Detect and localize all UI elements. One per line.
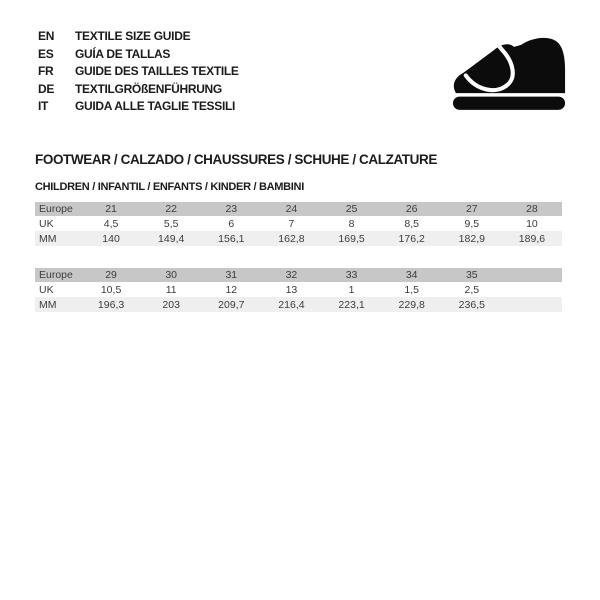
- row-label: Europe: [35, 202, 81, 217]
- size-cell-empty: [502, 283, 562, 298]
- section-title-footwear: FOOTWEAR / CALZADO / CHAUSSURES / SCHUHE / CALZATURE: [35, 152, 437, 167]
- size-cell: 4,5: [81, 217, 141, 232]
- size-cell: 13: [261, 283, 321, 298]
- size-cell: 10: [502, 217, 562, 232]
- size-cell: 11: [141, 283, 201, 298]
- size-cell: 176,2: [382, 231, 442, 246]
- size-cell: 26: [382, 202, 442, 217]
- language-code: DE: [38, 81, 55, 96]
- row-label: MM: [35, 297, 81, 312]
- size-cell: 21: [81, 202, 141, 217]
- size-cell: 1: [322, 283, 382, 298]
- language-list: [38, 28, 239, 116]
- subsection-title-children: CHILDREN / INFANTIL / ENFANTS / KINDER / BAMBINI: [35, 181, 304, 193]
- size-cell: 33: [322, 268, 382, 283]
- size-cell: 162,8: [261, 231, 321, 246]
- language-code: EN: [38, 29, 55, 43]
- size-cell: 27: [442, 202, 502, 217]
- size-cell: 25: [322, 202, 382, 217]
- size-cell: 29: [81, 268, 141, 283]
- size-cell: 32: [261, 268, 321, 283]
- size-cell: 28: [502, 202, 562, 217]
- size-cell: 31: [201, 268, 261, 283]
- size-cell: 203: [141, 297, 201, 312]
- language-title: TEXTILGRÖßENFÜHRUNG: [75, 81, 222, 96]
- size-cell: 8: [322, 217, 382, 232]
- size-cell: 196,3: [81, 297, 141, 312]
- size-cell: 236,5: [442, 297, 502, 312]
- size-cell: 1,5: [382, 283, 442, 298]
- table-row-mm: [35, 231, 562, 246]
- size-cell: 169,5: [322, 231, 382, 246]
- language-title: GUIDA ALLE TAGLIE TESSILI: [75, 99, 236, 113]
- size-cell: 34: [382, 268, 442, 283]
- size-table-children-29-35: [35, 268, 562, 312]
- size-cell: 156,1: [201, 231, 261, 246]
- language-title: GUÍA DE TALLAS: [75, 46, 171, 61]
- language-row-fr: [38, 63, 239, 81]
- language-title: GUIDE DES TAILLES TEXTILE: [75, 64, 239, 78]
- row-label: MM: [35, 231, 81, 246]
- size-cell: 209,7: [201, 297, 261, 312]
- children-shoe-icon: [451, 29, 569, 114]
- size-cell: 2,5: [442, 283, 502, 298]
- size-cell: 216,4: [261, 297, 321, 312]
- size-cell: 5,5: [141, 217, 201, 232]
- size-cell: 8,5: [382, 217, 442, 232]
- row-label: UK: [35, 217, 81, 232]
- size-cell: 35: [442, 268, 502, 283]
- table-row-mm: [35, 297, 562, 312]
- size-cell: 23: [201, 202, 261, 217]
- table-row-uk: [35, 217, 562, 232]
- size-table-header-row: [35, 202, 562, 217]
- size-cell: 182,9: [442, 231, 502, 246]
- language-title: TEXTILE SIZE GUIDE: [75, 29, 191, 43]
- size-cell: 149,4: [141, 231, 201, 246]
- language-row-en: [38, 28, 239, 46]
- language-row-it: [38, 98, 239, 116]
- size-cell: 10,5: [81, 283, 141, 298]
- language-row-de: [38, 81, 239, 99]
- size-cell-empty: [502, 268, 562, 283]
- size-table-children-21-28: [35, 202, 562, 246]
- language-code: FR: [38, 64, 54, 78]
- table-row-uk: [35, 283, 562, 298]
- language-code: ES: [38, 46, 54, 61]
- size-cell: 24: [261, 202, 321, 217]
- size-cell: 140: [81, 231, 141, 246]
- size-cell: 22: [141, 202, 201, 217]
- size-cell: 189,6: [502, 231, 562, 246]
- row-label: Europe: [35, 268, 81, 283]
- language-row-es: [38, 46, 239, 64]
- size-cell: 223,1: [322, 297, 382, 312]
- size-cell: 6: [201, 217, 261, 232]
- language-code: IT: [38, 99, 49, 113]
- row-label: UK: [35, 283, 81, 298]
- size-table-header-row: [35, 268, 562, 283]
- size-cell: 229,8: [382, 297, 442, 312]
- size-cell: 30: [141, 268, 201, 283]
- size-cell-empty: [502, 297, 562, 312]
- size-cell: 7: [261, 217, 321, 232]
- size-cell: 9,5: [442, 217, 502, 232]
- size-cell: 12: [201, 283, 261, 298]
